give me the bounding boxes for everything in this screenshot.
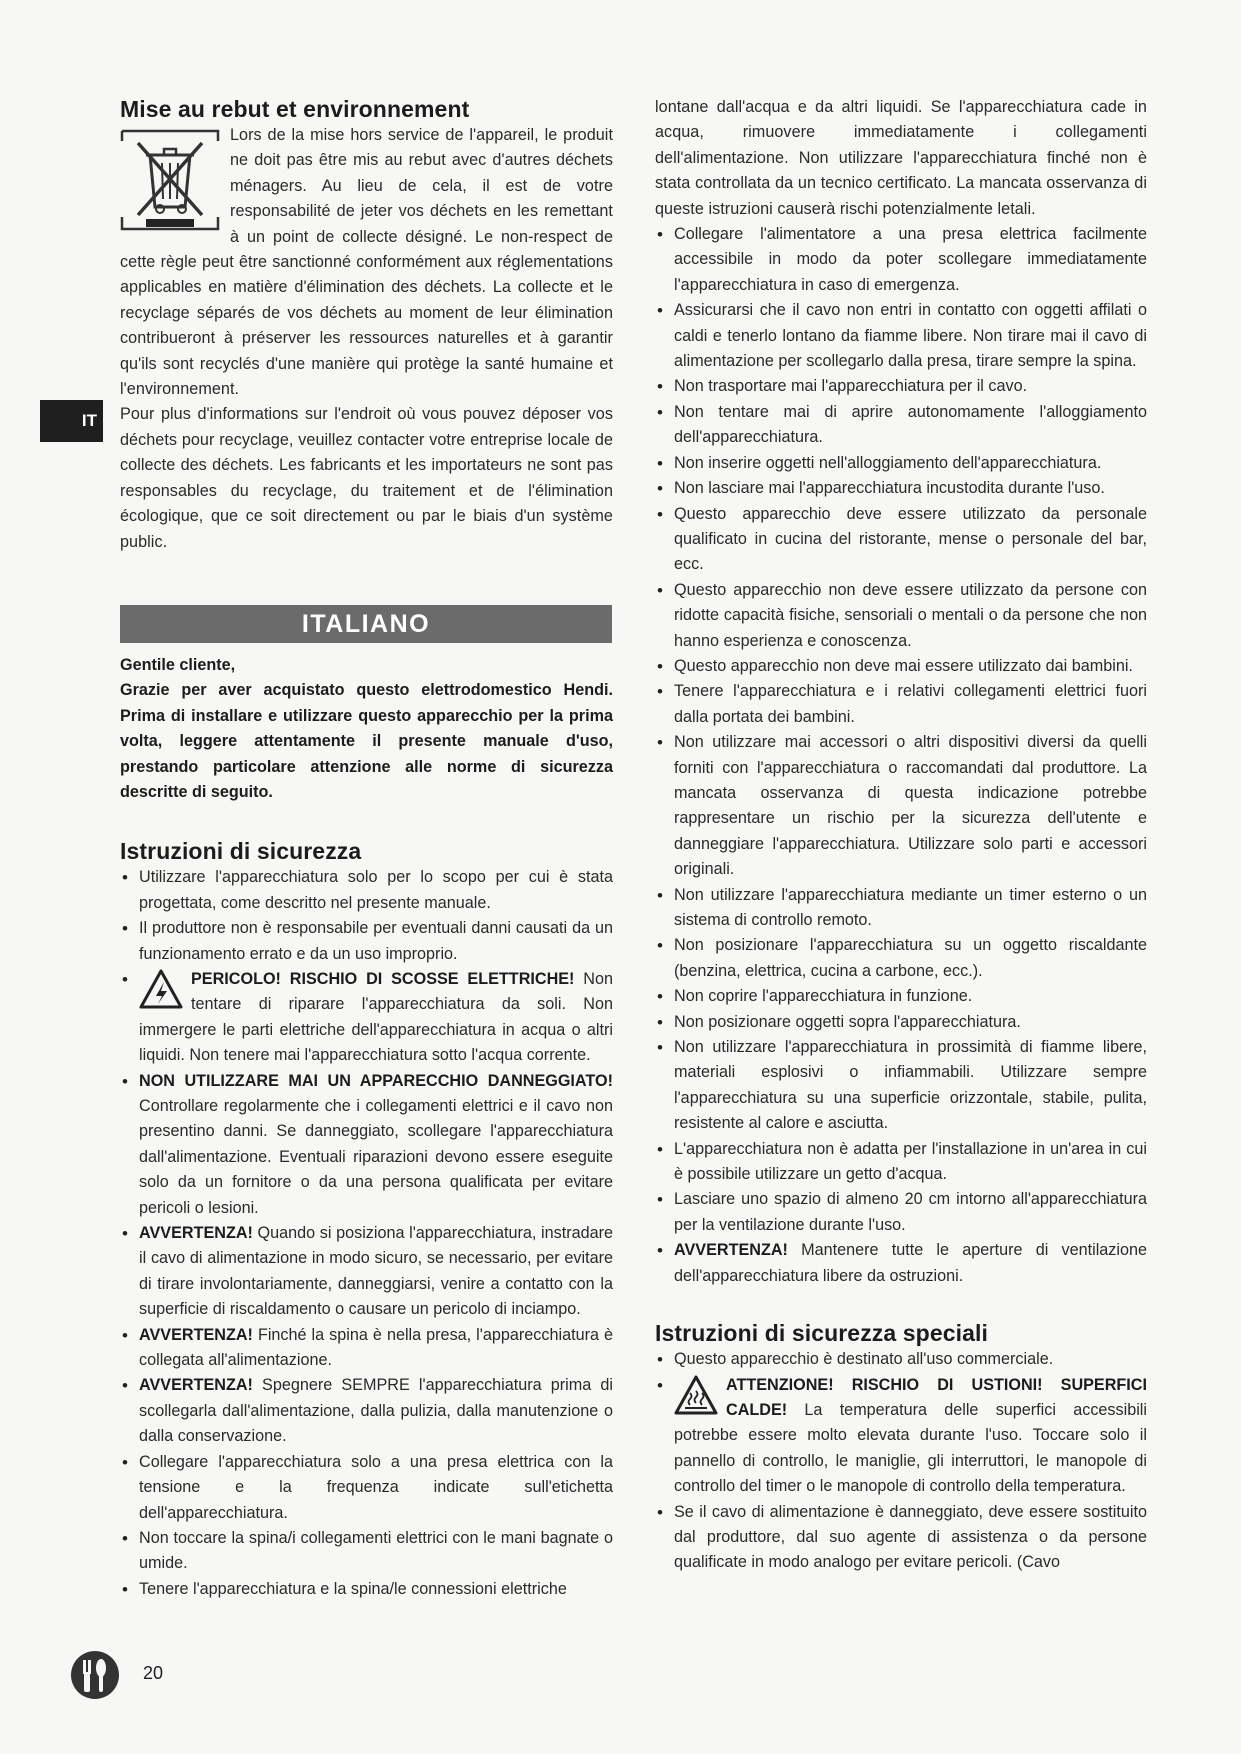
item-text: Collegare l'apparecchiatura solo a una presa elettrica con la tensione e la frequenza indicate sull'etichetta dell'apparecchiatura. xyxy=(139,1452,613,1522)
disposal-paragraph-2: Pour plus d'informations sur l'endroit où vous pouvez déposer vos déchets pour recyclage, veuillez contacter votre entreprise locale de collecte des déchets. Les fabricants et les importateurs ne sont pas responsables du recyclage, du traitement et de l'élimination écologique, que ce soit directement ou par le biais d'un système public. xyxy=(120,405,613,551)
warning-label: AVVERTENZA! xyxy=(139,1325,253,1344)
item-text: Non trasportare mai l'apparecchiatura per il cavo. xyxy=(674,377,1028,396)
item-text: L'apparecchiatura non è adatta per l'installazione in un'area in cui è possibile utilizzare un getto d'acqua. xyxy=(674,1139,1147,1184)
item-text: Non lasciare mai l'apparecchiatura incustodita durante l'uso. xyxy=(674,479,1105,498)
safety-item xyxy=(655,984,1147,1009)
safety-item xyxy=(655,578,1147,654)
safety-item xyxy=(655,654,1147,679)
safety-item xyxy=(655,1035,1147,1137)
item-text: Quando si posiziona l'apparecchiatura, instradare il cavo di alimentazione in modo sicuro, se necessario, per evitare di tirare involontariamente, danneggiarsi, venire a contatto con la superficie di riscaldamento o causare un pericolo di inciampo. xyxy=(139,1224,613,1319)
safety-item xyxy=(120,967,613,1069)
weee-bin-icon xyxy=(120,127,220,232)
item-text: Non utilizzare l'apparecchiatura in prossimità di fiamme libere, materiali esplosivi o infiammabili. Utilizzare sempre l'apparecchiatura su una superficie orizzontale, stabile, pulita, resistente al calore e asciutta. xyxy=(674,1038,1147,1133)
safety-item xyxy=(655,730,1147,882)
safety-item xyxy=(655,400,1147,451)
safety-item xyxy=(120,1450,613,1526)
warning-label: AVVERTENZA! xyxy=(674,1241,788,1260)
safety-item xyxy=(120,1373,613,1449)
safety-item xyxy=(655,1010,1147,1035)
item-text: Finché la spina è nella presa, l'apparecchiatura è collegata all'alimentazione. xyxy=(139,1325,613,1370)
safety-item xyxy=(655,1137,1147,1188)
safety-item xyxy=(655,1238,1147,1289)
right-column xyxy=(655,95,1147,1576)
safety-item xyxy=(655,374,1147,399)
safety-item xyxy=(655,502,1147,578)
disposal-paragraph-1: Lors de la mise hors service de l'appareil, le produit ne doit pas être mis au rebut avec d'autres déchets ménagers. Au lieu de cela, il est de votre responsabilité de jeter vos déchets en les remettant à un point de collecte désigné. Le non-respect de cette règle peut être sanctionné conformément aux réglementations applicables en matière d'élimination des déchets. La collecte et le recyclage séparés de vos déchets au moment de leur élimination contribueront à préserver les ressources naturelles et à garantir qu'ils sont recyclés d'une manière qui protège la santé humaine et l'environnement. xyxy=(120,126,613,399)
special-safety-title: Istruzioni di sicurezza speciali xyxy=(655,1320,988,1347)
item-text: Assicurarsi che il cavo non entri in contatto con oggetti affilati o caldi e tenerlo lontano da fiamme libere. Non tirare mai il cavo di alimentazione per scollegarlo dalla presa, tirare sempre la spina. xyxy=(674,301,1147,371)
left-column xyxy=(120,95,613,1602)
safety-item xyxy=(120,1323,613,1374)
special-safety-list xyxy=(655,1347,1147,1576)
warning-label: ATTENZIONE! RISCHIO DI USTIONI! SUPERFICI CALDE! xyxy=(726,1375,1147,1419)
safety-item xyxy=(655,298,1147,374)
safety-item xyxy=(120,1069,613,1221)
safety-item xyxy=(655,1187,1147,1238)
safety-item xyxy=(655,451,1147,476)
item-text: Non utilizzare mai accessori o altri dispositivi diversi da quelli forniti con l'apparecchiatura o raccomandati dal produttore. La mancata osservanza di questa indicazione potrebbe rappresentare un rischio per la sicurezza dell'utente e danneggiare l'apparecchiatura. Utilizzare solo parti e accessori originali. xyxy=(674,733,1147,879)
item-text: Tenere l'apparecchiatura e la spina/le connessioni elettriche xyxy=(139,1579,567,1598)
language-tab-label: IT xyxy=(81,411,97,430)
hendi-cutlery-logo-icon xyxy=(70,1650,120,1700)
electric-shock-warning-icon xyxy=(139,969,183,1009)
safety-item xyxy=(655,476,1147,501)
item-text: Non toccare la spina/i collegamenti elettrici con le mani bagnate o umide. xyxy=(139,1528,613,1573)
item-text: Non utilizzare l'apparecchiatura mediante un timer esterno o un sistema di controllo remoto. xyxy=(674,885,1147,929)
safety-item xyxy=(655,222,1147,298)
safety-item xyxy=(120,1577,613,1602)
special-safety-item xyxy=(655,1373,1147,1500)
safety-item xyxy=(120,1221,613,1323)
item-text: Non inserire oggetti nell'alloggiamento dell'apparecchiatura. xyxy=(674,453,1102,472)
item-text: Tenere l'apparecchiatura e i relativi collegamenti elettrici fuori dalla portata dei bambini. xyxy=(674,682,1147,726)
intro-text: Grazie per aver acquistato questo elettrodomestico Hendi. Prima di installare e utilizzare questo apparecchio per la prima volta, leggere attentamente il presente manuale d'uso, prestando particolare attenzione alle norme di sicurezza descritte di seguito. xyxy=(120,681,613,801)
safety-item xyxy=(655,933,1147,984)
safety-item xyxy=(655,883,1147,934)
safety-list xyxy=(120,865,613,1602)
page-number: 20 xyxy=(143,1663,164,1683)
special-safety-item xyxy=(655,1500,1147,1576)
item-text: Non posizionare l'apparecchiatura su un oggetto riscaldante (benzina, elettrica, cucina a carbone, ecc.). xyxy=(674,936,1147,980)
disposal-title: Mise au rebut et environnement xyxy=(120,96,470,122)
safety-item xyxy=(655,679,1147,730)
item-text: Spegnere SEMPRE l'apparecchiatura prima di scollegarla dall'alimentazione, dalla pulizia, dalla manutenzione o dalla conservazione. xyxy=(139,1376,613,1446)
item-text: Non posizionare oggetti sopra l'apparecchiatura. xyxy=(674,1012,1021,1031)
warning-label: NON UTILIZZARE MAI UN APPARECCHIO DANNEGGIATO! xyxy=(139,1071,613,1090)
warning-label: AVVERTENZA! xyxy=(139,1376,253,1395)
greeting: Gentile cliente, xyxy=(120,655,236,674)
warning-label: AVVERTENZA! xyxy=(139,1224,253,1243)
safety-title: Istruzioni di sicurezza xyxy=(120,838,362,865)
disposal-section xyxy=(120,123,613,555)
item-text: Non tentare mai di aprire autonomamente l'alloggiamento dell'apparecchiatura. xyxy=(674,402,1147,447)
safety-item xyxy=(120,1526,613,1577)
item-text: Questo apparecchio non deve essere utilizzato da persone con ridotte capacità fisiche, sensoriali o mentali o da persone che non hanno esperienza e conoscenza. xyxy=(674,580,1147,650)
item-text: Questo apparecchio è destinato all'uso commerciale. xyxy=(674,1350,1054,1369)
item-text: Se il cavo di alimentazione è danneggiato, deve essere sostituito dal produttore, dal suo agente di assistenza o da persone qualificate in modo analogo per evitare pericoli. (Cavo xyxy=(674,1502,1147,1572)
safety-continuation: lontane dall'acqua e da altri liquidi. Se l'apparecchiatura cade in acqua, rimuovere immediatamente i collegamenti dell'alimentazione. Non utilizzare l'apparecchiatura finché non è stata controllata da un tecnico certificato. La mancata osservanza di queste istruzioni causerà rischi potenzialmente letali. xyxy=(655,98,1147,218)
item-text: Controllare regolarmente che i collegamenti elettrici e il cavo non presentino danni. Se danneggiato, scollegare l'apparecchiatura dall'alimentazione. Eventuali riparazioni devono essere eseguite solo da un fornitore o da una persona qualificata per evitare pericoli o lesioni. xyxy=(139,1097,613,1217)
warning-label: PERICOLO! RISCHIO DI SCOSSE ELETTRICHE! xyxy=(191,969,575,988)
item-text: Utilizzare l'apparecchiatura solo per lo scopo per cui è stata progettata, come descritto nel presente manuale. xyxy=(139,868,613,912)
item-text: Lasciare uno spazio di almeno 20 cm intorno all'apparecchiatura per la ventilazione durante l'uso. xyxy=(674,1190,1147,1234)
safety-item xyxy=(120,916,613,967)
safety-list-continued xyxy=(655,222,1147,1289)
special-safety-item xyxy=(655,1347,1147,1372)
item-text: La temperatura delle superfici accessibili potrebbe essere molto elevata durante l'uso. Toccare solo il pannello di controllo, le maniglie, gli interruttori, le manopole di controllo del timer o le manopole di controllo della temperatura. xyxy=(674,1400,1147,1496)
item-text: Non tentare di riparare l'apparecchiatura da soli. Non immergere le parti elettriche dell'apparecchiatura in acqua o altri liquidi. Non tenere mai l'apparecchiatura sotto l'acqua corrente. xyxy=(139,969,613,1065)
language-tab xyxy=(40,400,103,442)
language-banner: ITALIANO xyxy=(120,605,612,643)
item-text: Questo apparecchio non deve mai essere utilizzato dai bambini. xyxy=(674,656,1133,675)
item-text: Questo apparecchio deve essere utilizzato da personale qualificato in cucina del ristorante, mense o personale del bar, ecc. xyxy=(674,504,1147,574)
item-text: Collegare l'alimentatore a una presa elettrica facilmente accessibile in modo da poter scollegare immediatamente l'apparecchiatura in caso di emergenza. xyxy=(674,225,1147,294)
item-text: Non coprire l'apparecchiatura in funzione. xyxy=(674,987,973,1006)
item-text: Il produttore non è responsabile per eventuali danni causati da un funzionamento errato e da un uso improprio. xyxy=(139,919,613,963)
item-text: Mantenere tutte le aperture di ventilazione dell'apparecchiatura libere da ostruzioni. xyxy=(674,1241,1147,1285)
safety-item xyxy=(120,865,613,916)
hot-surface-warning-icon xyxy=(674,1375,718,1415)
